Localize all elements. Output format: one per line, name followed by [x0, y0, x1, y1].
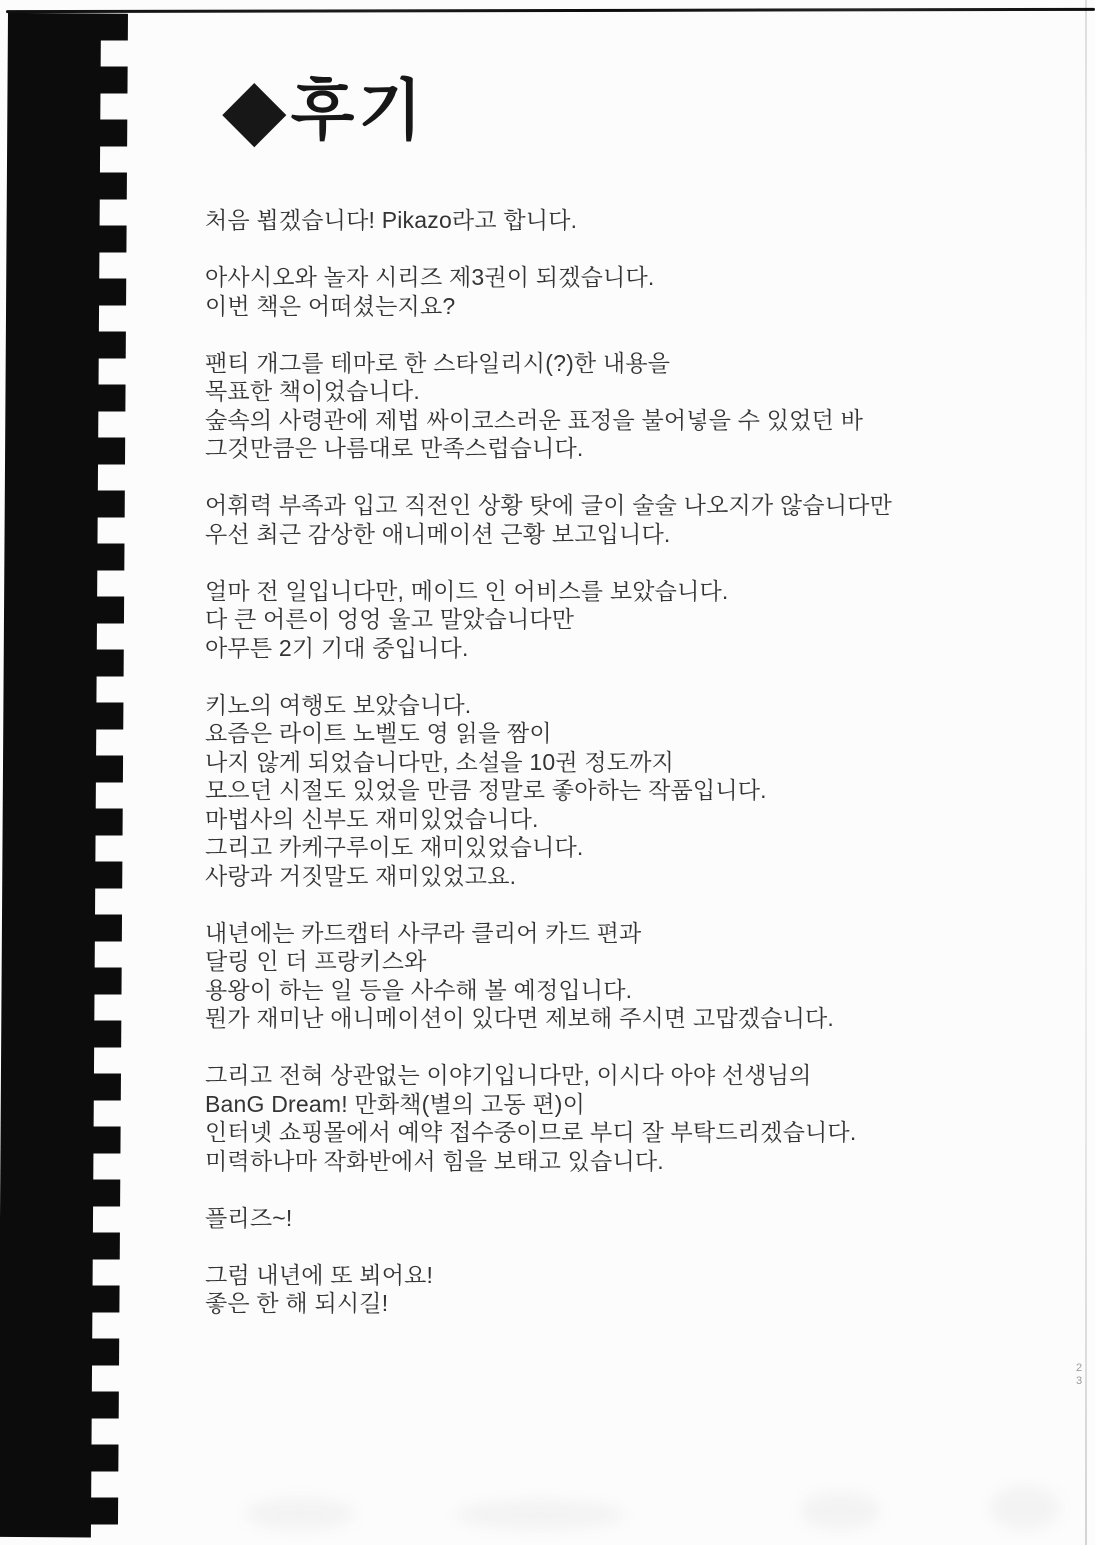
scan-smudge	[990, 1486, 1060, 1530]
text-line: 처음 뵙겠습니다! Pikazo라고 합니다.	[205, 207, 578, 233]
text-line: BanG Dream! 만화책(별의 고동 편)이	[205, 1090, 586, 1117]
text-line: 내년에는 카드캡터 사쿠라 클리어 카드 편과	[205, 919, 642, 946]
text-line: 그리고 전혀 상관없는 이야기입니다만, 이시다 아야 선생님의	[205, 1062, 812, 1088]
text-line: 용왕이 하는 일 등을 사수해 볼 예정입니다.	[205, 976, 633, 1003]
text-line: 마법사의 신부도 재미있었습니다.	[205, 805, 539, 832]
text-line: 숲속의 사령관에 제법 싸이코스러운 표정을 불어넣을 수 있었던 바	[205, 406, 864, 433]
text-line: 사랑과 거짓말도 재미있었고요.	[205, 862, 517, 889]
diamond-icon: ◆	[222, 61, 287, 155]
binding-edge	[0, 13, 140, 1538]
paragraph	[205, 691, 985, 891]
paragraph	[205, 491, 985, 548]
binding-core	[0, 13, 101, 1538]
paragraph	[205, 206, 985, 235]
paragraph	[205, 1261, 985, 1318]
paragraph	[205, 919, 985, 1033]
text-line: 미력하나마 작화반에서 힘을 보태고 있습니다.	[205, 1147, 664, 1174]
text-line: 우선 최근 감상한 애니메이션 근황 보고입니다.	[205, 520, 671, 547]
text-line: 나지 않게 되었습니다만, 소설을 10권 정도까지	[205, 748, 675, 775]
text-line: 아무튼 2기 기대 중입니다.	[205, 634, 469, 661]
text-line: 인터넷 쇼핑몰에서 예약 접수중이므로 부디 잘 부탁드리겠습니다.	[205, 1119, 857, 1145]
text-line: 아사시오와 놀자 시리즈 제3권이 되겠습니다.	[205, 264, 655, 290]
text-line: 얼마 전 일입니다만, 메이드 인 어비스를 보았습니다.	[205, 577, 729, 604]
text-line: 달링 인 더 프랑키스와	[205, 948, 427, 974]
text-line: 그럼 내년에 또 뵈어요!	[205, 1261, 434, 1288]
paragraph	[205, 263, 985, 320]
text-line: 목표한 책이었습니다.	[205, 378, 420, 404]
scan-smudge	[800, 1492, 880, 1530]
page-number-marks	[1072, 1362, 1086, 1388]
scan-smudge	[455, 1500, 625, 1530]
page-edge-shadow	[1085, 0, 1087, 1545]
text-line: 좋은 한 해 되시길!	[205, 1290, 389, 1316]
text-line: 그리고 카케구루이도 재미있었습니다.	[205, 834, 584, 860]
paragraph	[205, 349, 985, 463]
scan-edge-line	[6, 8, 1095, 13]
text-line: 뭔가 재미난 애니메이션이 있다면 제보해 주시면 고맙겠습니다.	[205, 1005, 834, 1031]
text-line: 키노의 여행도 보았습니다.	[205, 691, 472, 718]
paragraph	[205, 1061, 985, 1175]
page-number-digit: 3	[1075, 1375, 1083, 1387]
text-line: 모으던 시절도 있었을 만큼 정말로 좋아하는 작품입니다.	[205, 777, 767, 803]
page-title	[222, 61, 427, 155]
paragraph	[205, 577, 985, 663]
text-line: 어휘력 부족과 입고 직전인 상황 탓에 글이 술술 나오지가 않습니다만	[205, 492, 893, 518]
text-line: 다 큰 어른이 엉엉 울고 말았습니다만	[205, 606, 575, 632]
text-line: 그것만큼은 나름대로 만족스럽습니다.	[205, 435, 584, 461]
text-line: 플리즈~!	[205, 1204, 293, 1231]
afterword-paragraphs	[205, 206, 985, 1318]
afterword-text	[205, 206, 985, 1346]
text-line: 요즘은 라이트 노벨도 영 읽을 짬이	[205, 720, 552, 746]
page-title-text: 후기	[290, 73, 427, 147]
page-number-digit: 2	[1075, 1362, 1083, 1374]
paragraph	[205, 1204, 985, 1233]
scan-smudge	[245, 1498, 355, 1530]
text-line: 이번 책은 어떠셨는지요?	[205, 292, 456, 319]
text-line: 팬티 개그를 테마로 한 스타일리시(?)한 내용을	[205, 349, 671, 376]
